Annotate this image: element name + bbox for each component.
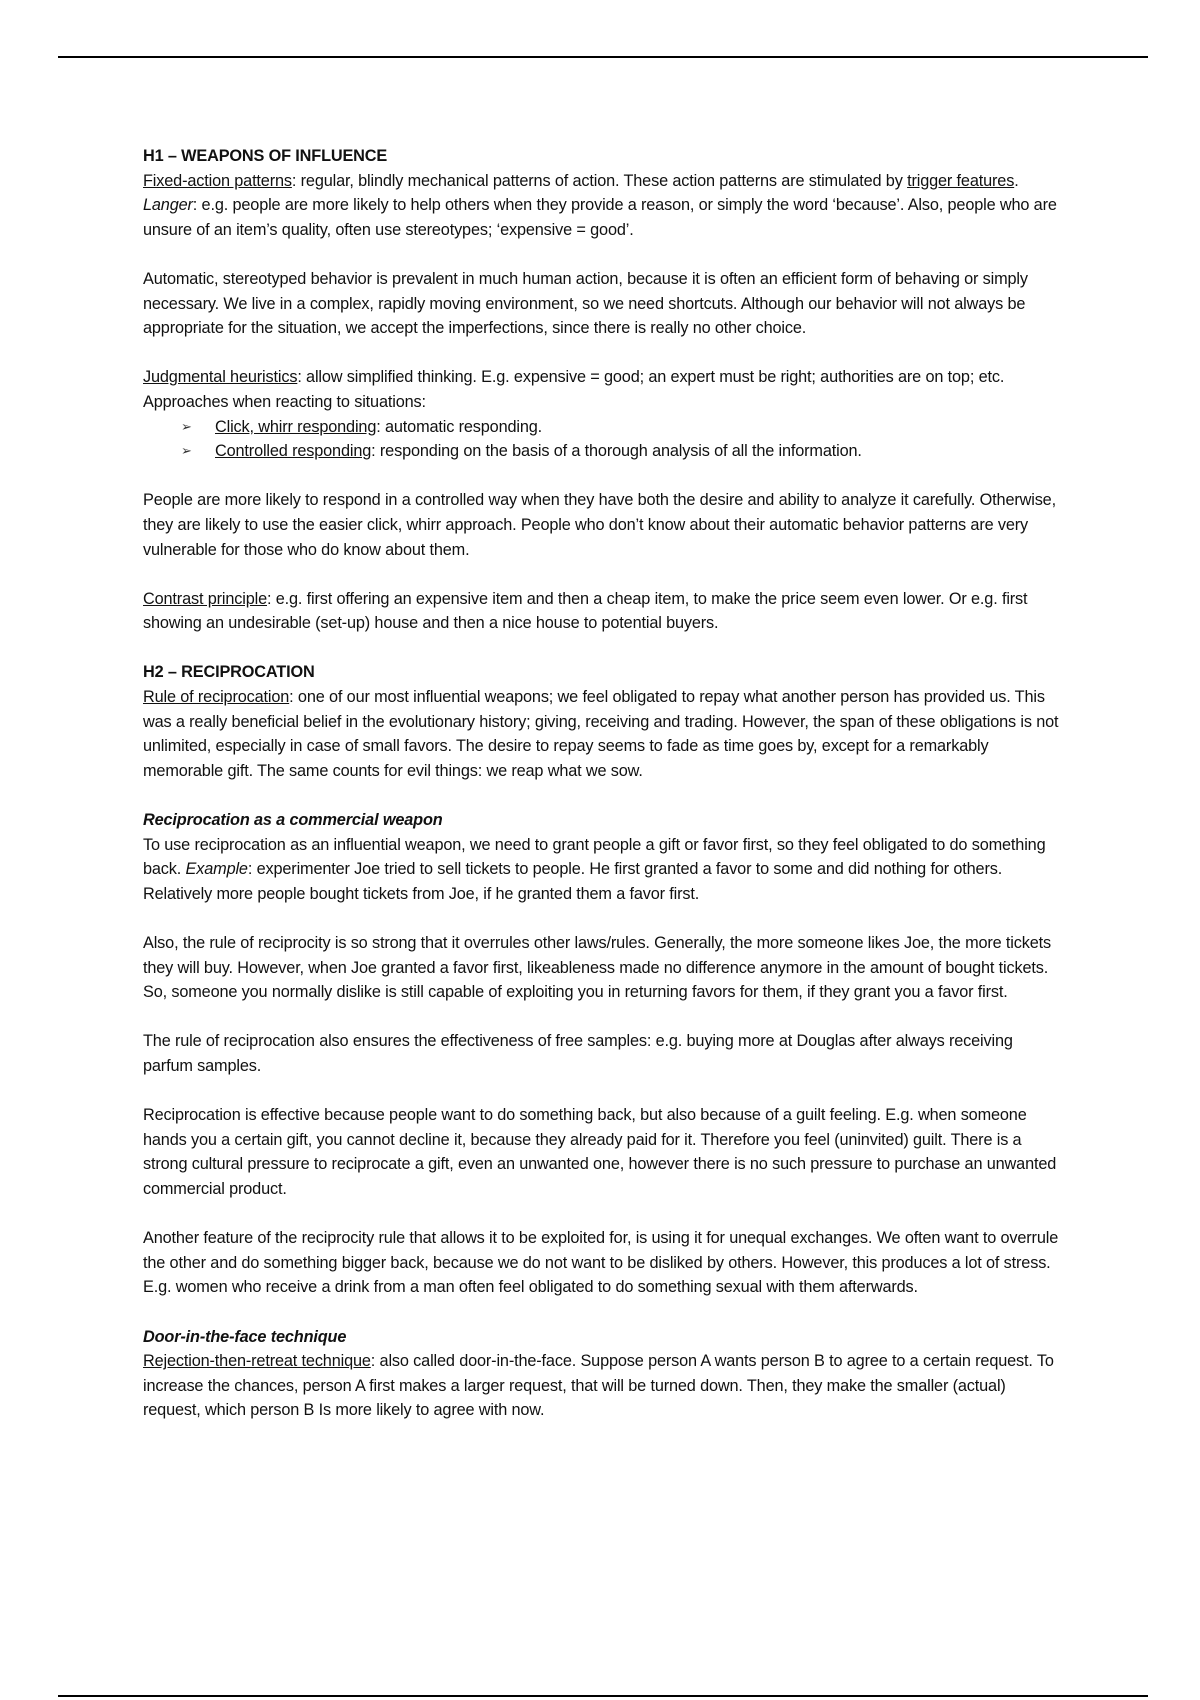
term-fixed-action-patterns: Fixed-action patterns	[143, 171, 292, 190]
term-rule-of-reciprocation: Rule of reciprocation	[143, 688, 290, 707]
list-item	[181, 415, 1063, 440]
paragraph-rule-of-reciprocation	[143, 685, 1063, 783]
term-trigger-features: trigger features	[907, 171, 1015, 190]
subheading-commercial-weapon: Reciprocation as a commercial weapon	[143, 811, 443, 830]
paragraph-text: : also called door-in-the-face. Suppose person A wants person B to agree to a certain request. To increase the chances, person A first makes a larger request, that will be turned down. Then, they make the smaller (actual) request, which person B Is more likely to agree with now.	[143, 1352, 1054, 1420]
paragraph-text: : one of our most influential weapons; we feel obligated to repay what another person has provided us. This was a really beneficial belief in the evolutionary history; giving, receiving and trading. However, the span of these obligations is not unlimited, especially in case of small favors. The desire to repay seems to fade as time goes by, except for a remarkably memorable gift. The same counts for evil things: we reap what we sow.	[143, 688, 1059, 780]
subheading-door-in-the-face: Door-in-the-face technique	[143, 1327, 347, 1346]
paragraph-unequal-exchanges: Another feature of the reciprocity rule that allows it to be exploited for, is using it for unequal exchanges. We often want to overrule the other and do something bigger back, because we do not want to be disliked by others. However, this produces a lot of stress. E.g. women who receive a drink from a man often feel obligated to do something sexual with them afterwards.	[143, 1229, 1059, 1297]
list-item-text: : automatic responding.	[376, 417, 543, 436]
paragraph-text: .	[1014, 171, 1019, 190]
term-click-whirr: Click, whirr responding	[215, 417, 377, 436]
paragraph-free-samples: The rule of reciprocation also ensures the effectiveness of free samples: e.g. buying more at Douglas after always receiving parfum samples.	[143, 1032, 1013, 1075]
paragraph-rejection-then-retreat	[143, 1349, 1063, 1423]
paragraph-rule-strength: Also, the rule of reciprocity is so strong that it overrules other laws/rules. Generally, the more someone likes Joe, the more tickets they will buy. However, when Joe granted a favor first, likeableness made no difference anymore in the amount of bought tickets. So, someone you normally dislike is still capable of exploiting you in returning favors for them, if they grant you a favor first.	[143, 934, 1052, 1002]
paragraph-text: : e.g. people are more likely to help others when they provide a reason, or simply the word ‘because’. Also, people who are unsure of an item’s quality, often use stereotypes; ‘expensive = good’.	[143, 196, 1057, 239]
paragraph-text: : allow simplified thinking. E.g. expensive = good; an expert must be right; authorities are on top; etc. Approaches when reacting to situations:	[143, 368, 1005, 411]
paragraph-text: To use reciprocation as an influential weapon, we need to grant people a gift or favor first, so they feel obligated to do something back.	[143, 835, 1046, 879]
approaches-list	[143, 415, 1063, 464]
paragraph-text: : regular, blindly mechanical patterns of action. These action patterns are stimulated by	[291, 171, 908, 190]
paragraph-reciprocation-weapon	[143, 833, 1063, 907]
arrow-bullet-icon: ➢	[181, 418, 192, 434]
paragraph-controlled-way: People are more likely to respond in a controlled way when they have both the desire and ability to analyze it carefully. Otherwise, they are likely to use the easier click, whirr approach. People who don’t know about their automatic behavior patterns are very vulnerable for those who do know about them.	[143, 491, 1056, 559]
term-judgmental-heuristics: Judgmental heuristics	[143, 368, 298, 387]
name-langer: Langer	[143, 196, 193, 215]
section-heading-h1: H1 – WEAPONS OF INFLUENCE	[143, 147, 388, 165]
paragraph-text: : e.g. first offering an expensive item and then a cheap item, to make the price seem even lower. Or e.g. first showing an undesirable (set-up) house and then a nice house to potential buyers.	[143, 589, 1028, 633]
term-contrast-principle: Contrast principle	[143, 589, 267, 608]
paragraph-guilt-feeling: Reciprocation is effective because people want to do something back, but also because of a guilt feeling. E.g. when someone hands you a certain gift, you cannot decline it, because they already paid for it. Therefore you feel (uninvited) guilt. There is a strong cultural pressure to reciprocate a gift, even an unwanted one, however there is no such pressure to purchase an unwanted commercial product.	[143, 1106, 1057, 1198]
paragraph-automatic-behavior: Automatic, stereotyped behavior is prevalent in much human action, because it is often an efficient form of behaving or simply necessary. We live in a complex, rapidly moving environment, so we need shortcuts. Although our behavior will not always be appropriate for the situation, we accept the imperfections, since there is really no other choice.	[143, 269, 1028, 338]
term-rejection-then-retreat: Rejection-then-retreat technique	[143, 1352, 371, 1371]
list-item	[181, 439, 1063, 464]
section-heading-h2: H2 – RECIPROCATION	[143, 663, 315, 682]
list-item-text: : responding on the basis of a thorough analysis of all the information.	[371, 442, 862, 461]
paragraph-fixed-action-patterns	[143, 169, 1063, 243]
header-rule	[58, 56, 1148, 58]
document-body	[143, 144, 1063, 1447]
label-example: Example	[185, 860, 248, 879]
arrow-bullet-icon: ➢	[181, 443, 192, 459]
footer-rule	[58, 1695, 1148, 1697]
paragraph-judgmental-heuristics	[143, 365, 1063, 414]
paragraph-contrast-principle	[143, 587, 1063, 636]
paragraph-text: : experimenter Joe tried to sell tickets to people. He first granted a favor to some and did nothing for others. Relatively more people bought tickets from Joe, if he granted them a favor first.	[143, 860, 1003, 903]
term-controlled-responding: Controlled responding	[215, 442, 372, 461]
